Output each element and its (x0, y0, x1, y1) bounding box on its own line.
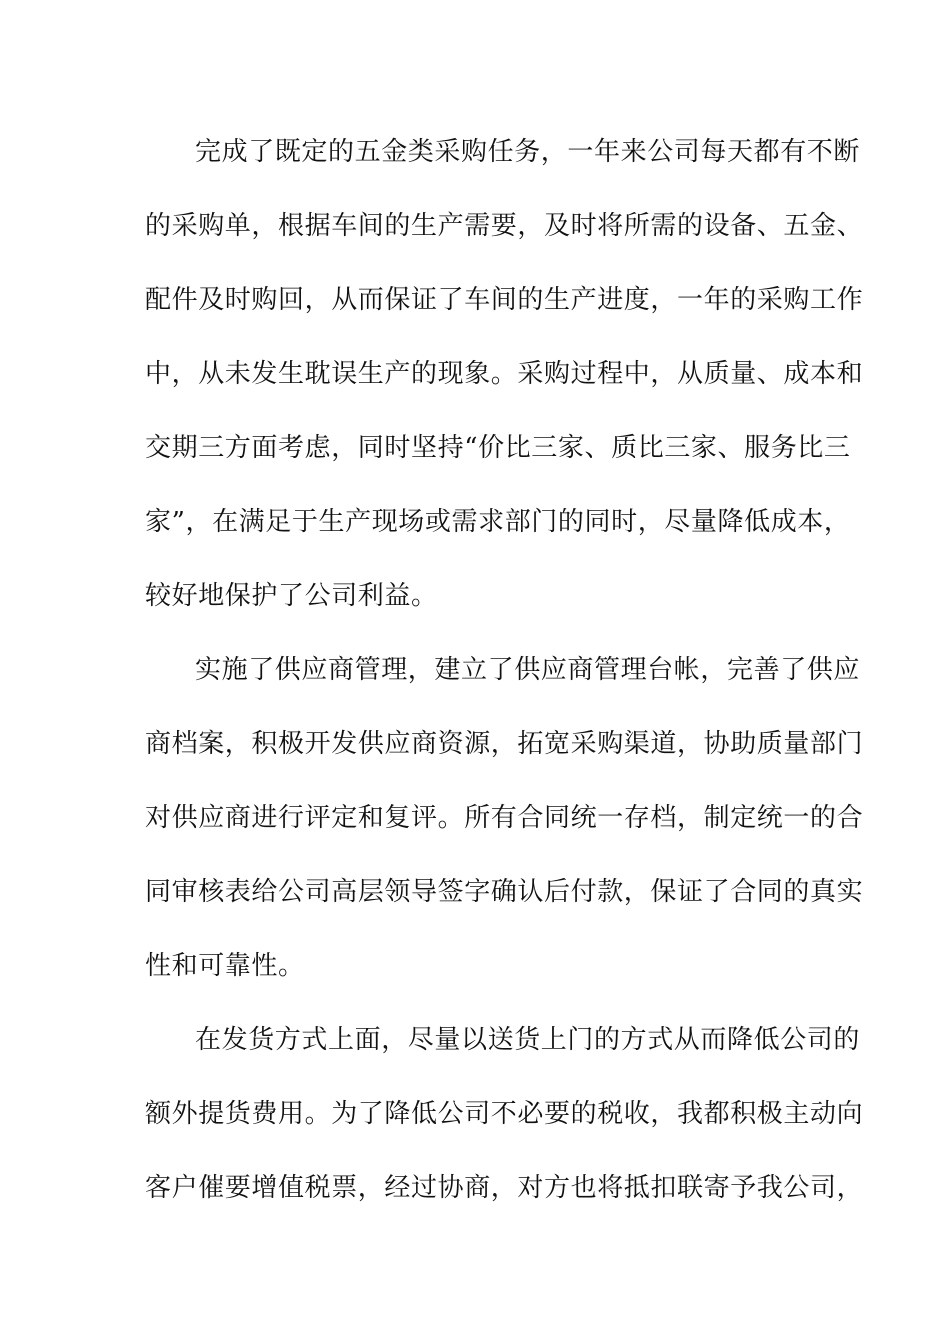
paragraph-line: 商档案，积极开发供应商资源，拓宽采购渠道，协助质量部门 (145, 729, 864, 759)
paragraph-line: 交期三方面考虑，同时坚持“价比三家、质比三家、服务比三 (145, 433, 851, 463)
paragraph-line: 完成了既定的五金类采购任务，一年来公司每天都有不断 (195, 137, 861, 167)
paragraph-procurement-tasks (145, 130, 864, 648)
paragraph-line: 性和可靠性。 (145, 951, 305, 981)
paragraph-line: 配件及时购回，从而保证了车间的生产进度，一年的采购工作 (145, 285, 864, 315)
paragraph-line: 中，从未发生耽误生产的现象。采购过程中，从质量、成本和 (145, 359, 864, 389)
document-body (145, 130, 864, 1240)
paragraph-line: 对供应商进行评定和复评。所有合同统一存档，制定统一的合 (145, 803, 864, 833)
paragraph-line: 同审核表给公司高层领导签字确认后付款，保证了合同的真实 (145, 877, 864, 907)
paragraph-line: 较好地保护了公司利益。 (145, 581, 438, 611)
paragraph-delivery-method (145, 1018, 864, 1240)
paragraph-line: 家”，在满足于生产现场或需求部门的同时，尽量降低成本， (145, 507, 851, 537)
paragraph-line: 的采购单，根据车间的生产需要，及时将所需的设备、五金、 (145, 211, 864, 241)
paragraph-line: 客户催要增值税票，经过协商，对方也将抵扣联寄予我公司， (145, 1173, 864, 1203)
paragraph-line: 实施了供应商管理，建立了供应商管理台帐，完善了供应 (195, 655, 861, 685)
paragraph-line: 在发货方式上面，尽量以送货上门的方式从而降低公司的 (195, 1025, 861, 1055)
paragraph-supplier-management (145, 648, 864, 1018)
paragraph-line: 额外提货费用。为了降低公司不必要的税收，我都积极主动向 (145, 1099, 864, 1129)
